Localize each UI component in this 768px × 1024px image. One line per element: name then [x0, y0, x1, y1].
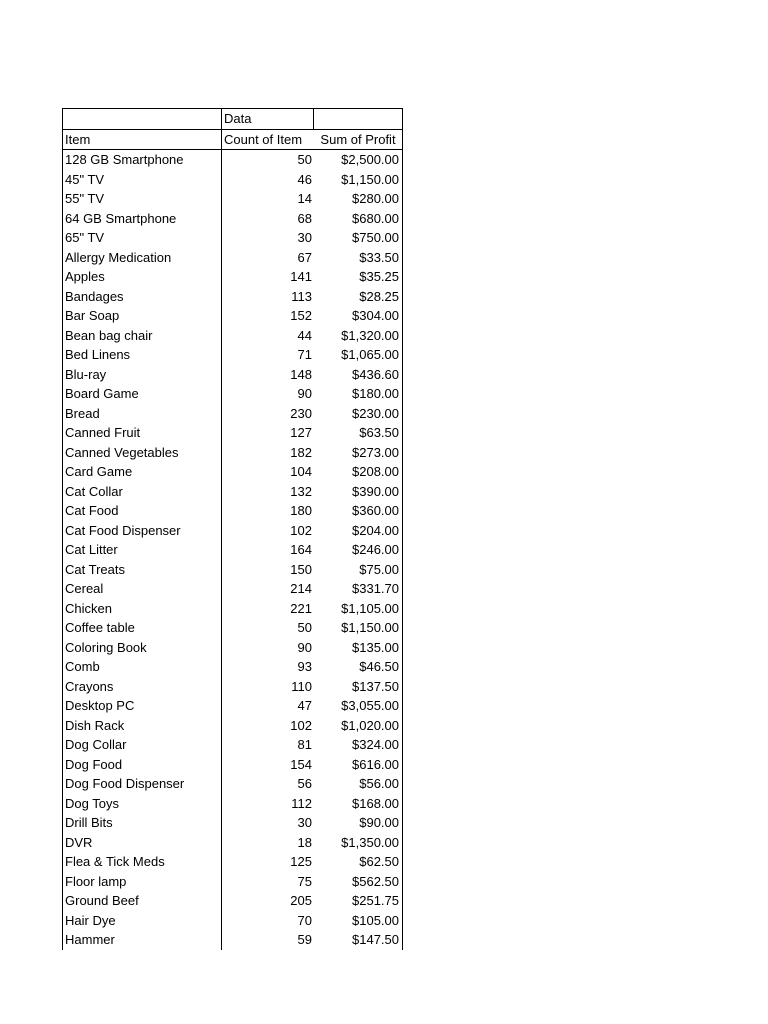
- count-cell: 14: [221, 189, 314, 209]
- profit-cell: $273.00: [314, 443, 403, 463]
- count-cell: 127: [221, 423, 314, 443]
- table-row: [62, 618, 403, 638]
- item-cell: 45" TV: [62, 170, 221, 190]
- count-cell: 230: [221, 404, 314, 424]
- profit-cell: $3,055.00: [314, 696, 403, 716]
- table-row: [62, 170, 403, 190]
- count-column-header: Count of Item: [221, 130, 314, 150]
- table-row: [62, 735, 403, 755]
- count-cell: 90: [221, 384, 314, 404]
- table-row: [62, 423, 403, 443]
- table-row: [62, 677, 403, 697]
- profit-cell: $147.50: [314, 930, 403, 950]
- table-row: [62, 540, 403, 560]
- profit-cell: $33.50: [314, 248, 403, 268]
- data-label-cell: Data: [221, 109, 314, 129]
- count-cell: 110: [221, 677, 314, 697]
- table-row: [62, 209, 403, 229]
- profit-cell: $62.50: [314, 852, 403, 872]
- item-cell: 65" TV: [62, 228, 221, 248]
- profit-cell: $1,320.00: [314, 326, 403, 346]
- profit-cell: $1,150.00: [314, 170, 403, 190]
- table-row: [62, 248, 403, 268]
- item-cell: Coffee table: [62, 618, 221, 638]
- table-row: [62, 189, 403, 209]
- profit-cell: $168.00: [314, 794, 403, 814]
- count-cell: 205: [221, 891, 314, 911]
- table-row: [62, 443, 403, 463]
- pivot-data-header-row: [62, 108, 403, 129]
- item-cell: Blu-ray: [62, 365, 221, 385]
- table-row: [62, 930, 403, 950]
- table-row: [62, 501, 403, 521]
- count-cell: 214: [221, 579, 314, 599]
- count-cell: 113: [221, 287, 314, 307]
- count-cell: 50: [221, 150, 314, 170]
- item-cell: 128 GB Smartphone: [62, 150, 221, 170]
- profit-cell: $75.00: [314, 560, 403, 580]
- item-cell: 64 GB Smartphone: [62, 209, 221, 229]
- item-cell: Dish Rack: [62, 716, 221, 736]
- empty-corner-cell: [62, 109, 221, 129]
- profit-cell: $750.00: [314, 228, 403, 248]
- count-cell: 81: [221, 735, 314, 755]
- profit-cell: $35.25: [314, 267, 403, 287]
- profit-cell: $46.50: [314, 657, 403, 677]
- item-cell: Board Game: [62, 384, 221, 404]
- count-cell: 221: [221, 599, 314, 619]
- item-cell: Bar Soap: [62, 306, 221, 326]
- table-row: [62, 755, 403, 775]
- item-cell: Crayons: [62, 677, 221, 697]
- count-cell: 56: [221, 774, 314, 794]
- table-row: [62, 462, 403, 482]
- table-row: [62, 150, 403, 170]
- item-cell: Drill Bits: [62, 813, 221, 833]
- item-cell: Cat Treats: [62, 560, 221, 580]
- profit-cell: $616.00: [314, 755, 403, 775]
- count-cell: 59: [221, 930, 314, 950]
- count-cell: 68: [221, 209, 314, 229]
- item-cell: Bean bag chair: [62, 326, 221, 346]
- item-cell: Canned Fruit: [62, 423, 221, 443]
- profit-cell: $28.25: [314, 287, 403, 307]
- item-cell: Cat Litter: [62, 540, 221, 560]
- table-row: [62, 891, 403, 911]
- profit-cell: $1,105.00: [314, 599, 403, 619]
- item-cell: Ground Beef: [62, 891, 221, 911]
- table-row: [62, 287, 403, 307]
- profit-cell: $324.00: [314, 735, 403, 755]
- profit-cell: $180.00: [314, 384, 403, 404]
- empty-header-cell: [314, 109, 403, 129]
- profit-cell: $2,500.00: [314, 150, 403, 170]
- table-row: [62, 267, 403, 287]
- table-row: [62, 657, 403, 677]
- table-row: [62, 384, 403, 404]
- profit-cell: $562.50: [314, 872, 403, 892]
- item-cell: Coloring Book: [62, 638, 221, 658]
- count-cell: 93: [221, 657, 314, 677]
- item-cell: Dog Food Dispenser: [62, 774, 221, 794]
- count-cell: 164: [221, 540, 314, 560]
- table-row: [62, 560, 403, 580]
- item-cell: Floor lamp: [62, 872, 221, 892]
- count-cell: 154: [221, 755, 314, 775]
- count-cell: 152: [221, 306, 314, 326]
- item-cell: Bread: [62, 404, 221, 424]
- profit-cell: $63.50: [314, 423, 403, 443]
- count-cell: 30: [221, 228, 314, 248]
- item-cell: Cat Food: [62, 501, 221, 521]
- table-row: [62, 696, 403, 716]
- table-row: [62, 774, 403, 794]
- item-cell: Hammer: [62, 930, 221, 950]
- count-cell: 44: [221, 326, 314, 346]
- table-row: [62, 345, 403, 365]
- profit-cell: $56.00: [314, 774, 403, 794]
- table-row: [62, 813, 403, 833]
- item-cell: Canned Vegetables: [62, 443, 221, 463]
- table-row: [62, 579, 403, 599]
- table-row: [62, 872, 403, 892]
- item-cell: DVR: [62, 833, 221, 853]
- table-row: [62, 521, 403, 541]
- table-row: [62, 833, 403, 853]
- profit-cell: $280.00: [314, 189, 403, 209]
- count-cell: 30: [221, 813, 314, 833]
- profit-cell: $331.70: [314, 579, 403, 599]
- profit-cell: $1,350.00: [314, 833, 403, 853]
- item-cell: Apples: [62, 267, 221, 287]
- profit-cell: $208.00: [314, 462, 403, 482]
- profit-cell: $90.00: [314, 813, 403, 833]
- item-cell: Allergy Medication: [62, 248, 221, 268]
- table-row: [62, 716, 403, 736]
- profit-cell: $1,065.00: [314, 345, 403, 365]
- profit-cell: $204.00: [314, 521, 403, 541]
- item-column-header: Item: [62, 130, 221, 150]
- item-cell: Desktop PC: [62, 696, 221, 716]
- item-cell: Hair Dye: [62, 911, 221, 931]
- count-cell: 148: [221, 365, 314, 385]
- profit-cell: $390.00: [314, 482, 403, 502]
- pivot-column-header-row: [62, 129, 403, 151]
- count-cell: 125: [221, 852, 314, 872]
- profit-cell: $246.00: [314, 540, 403, 560]
- item-cell: Cereal: [62, 579, 221, 599]
- table-row: [62, 365, 403, 385]
- item-cell: Dog Collar: [62, 735, 221, 755]
- profit-cell: $436.60: [314, 365, 403, 385]
- table-row: [62, 228, 403, 248]
- profit-cell: $680.00: [314, 209, 403, 229]
- count-cell: 102: [221, 521, 314, 541]
- count-cell: 132: [221, 482, 314, 502]
- count-cell: 141: [221, 267, 314, 287]
- profit-cell: $137.50: [314, 677, 403, 697]
- profit-cell: $105.00: [314, 911, 403, 931]
- table-row: [62, 404, 403, 424]
- profit-cell: $1,150.00: [314, 618, 403, 638]
- profit-column-header: Sum of Profit: [314, 130, 403, 150]
- count-cell: 102: [221, 716, 314, 736]
- item-cell: Chicken: [62, 599, 221, 619]
- table-row: [62, 911, 403, 931]
- item-cell: Comb: [62, 657, 221, 677]
- profit-cell: $251.75: [314, 891, 403, 911]
- table-row: [62, 306, 403, 326]
- profit-cell: $1,020.00: [314, 716, 403, 736]
- count-cell: 70: [221, 911, 314, 931]
- item-cell: Cat Food Dispenser: [62, 521, 221, 541]
- table-row: [62, 482, 403, 502]
- item-cell: Flea & Tick Meds: [62, 852, 221, 872]
- count-cell: 180: [221, 501, 314, 521]
- count-cell: 18: [221, 833, 314, 853]
- profit-cell: $230.00: [314, 404, 403, 424]
- count-cell: 50: [221, 618, 314, 638]
- table-row: [62, 852, 403, 872]
- item-cell: Card Game: [62, 462, 221, 482]
- item-cell: 55" TV: [62, 189, 221, 209]
- count-cell: 75: [221, 872, 314, 892]
- count-cell: 47: [221, 696, 314, 716]
- item-cell: Dog Toys: [62, 794, 221, 814]
- count-cell: 46: [221, 170, 314, 190]
- count-cell: 90: [221, 638, 314, 658]
- profit-cell: $360.00: [314, 501, 403, 521]
- count-cell: 71: [221, 345, 314, 365]
- item-cell: Bandages: [62, 287, 221, 307]
- count-cell: 150: [221, 560, 314, 580]
- profit-cell: $304.00: [314, 306, 403, 326]
- table-row: [62, 794, 403, 814]
- count-cell: 112: [221, 794, 314, 814]
- table-row: [62, 326, 403, 346]
- table-row: [62, 638, 403, 658]
- table-row: [62, 599, 403, 619]
- profit-cell: $135.00: [314, 638, 403, 658]
- count-cell: 67: [221, 248, 314, 268]
- count-cell: 182: [221, 443, 314, 463]
- pivot-rows: [62, 150, 403, 950]
- item-cell: Bed Linens: [62, 345, 221, 365]
- item-cell: Dog Food: [62, 755, 221, 775]
- pivot-table: [62, 108, 403, 950]
- count-cell: 104: [221, 462, 314, 482]
- item-cell: Cat Collar: [62, 482, 221, 502]
